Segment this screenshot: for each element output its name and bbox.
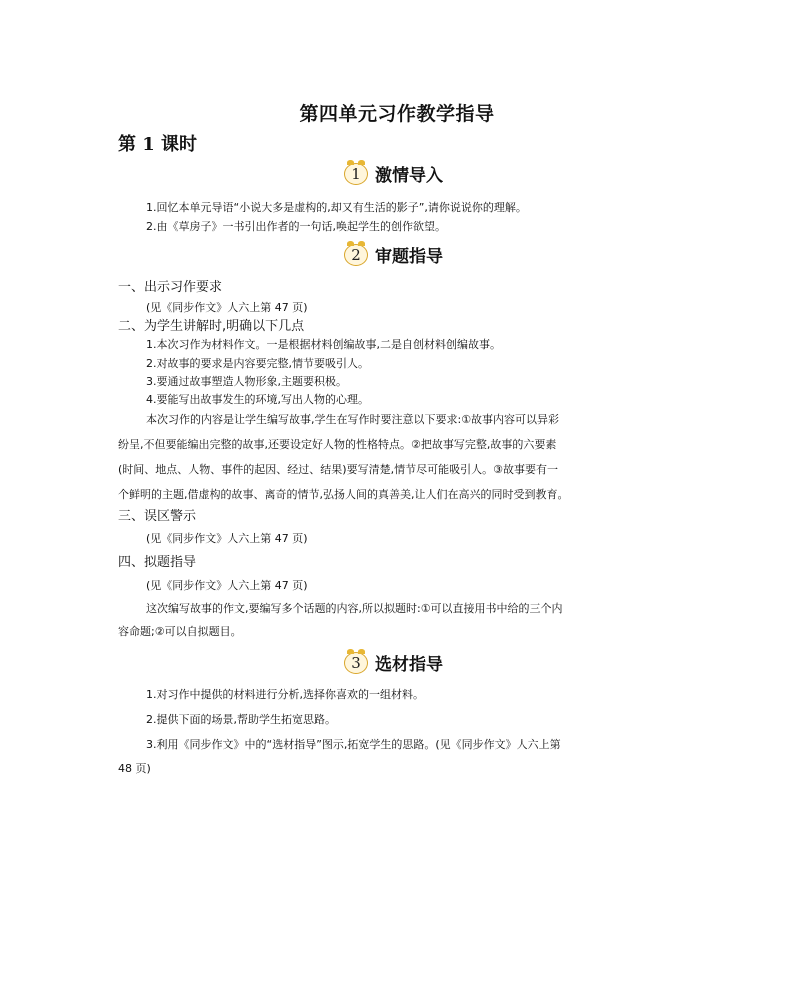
section-title: 选材指导 [375, 655, 443, 675]
section-badge-1 [344, 161, 443, 186]
number-badge-icon: 3 [344, 652, 368, 674]
section-title: 审题指导 [375, 247, 443, 267]
document-title: 第四单元习作教学指导 [299, 103, 495, 125]
material-item: 2.提供下面的场景,帮助学生拓宽思路。 [146, 713, 336, 726]
paragraph-line: 本次习作的内容是让学生编写故事,学生在写作时要注意以下要求:①故事内容可以异彩 [146, 413, 560, 426]
point-item: 4.要能写出故事发生的环境,写出人物的心理。 [146, 393, 369, 406]
number-badge-icon: 2 [344, 244, 368, 266]
paragraph-line: 个鲜明的主题,借虚构的故事、离奇的情节,弘扬人间的真善美,让人们在高兴的同时受到教育。 [118, 488, 569, 501]
paragraph-line: 纷呈,不但要能编出完整的故事,还要设定好人物的性格特点。②把故事写完整,故事的六要素 [118, 438, 557, 451]
subheading: 二、为学生讲解时,明确以下几点 [118, 319, 305, 334]
paragraph-line: 容命题;②可以自拟题目。 [118, 625, 242, 638]
point-item: 2.对故事的要求是内容要完整,情节要吸引人。 [146, 357, 369, 370]
reference-note: (见《同步作文》人六上第 47 页) [146, 532, 308, 545]
paragraph-line: 这次编写故事的作文,要编写多个话题的内容,所以拟题时:①可以直接用书中给的三个内 [146, 602, 563, 615]
subheading: 三、误区警示 [118, 509, 197, 524]
point-item: 3.要通过故事塑造人物形象,主题要积极。 [146, 375, 347, 388]
material-item: 1.对习作中提供的材料进行分析,选择你喜欢的一组材料。 [146, 688, 424, 701]
lesson-heading: 第 1 课时 [118, 134, 198, 155]
subheading: 四、拟题指导 [118, 555, 197, 570]
point-item: 1.本次习作为材料作文。一是根据材料创编故事,二是自创材料创编故事。 [146, 338, 501, 351]
number-badge-icon: 1 [344, 163, 368, 185]
subheading: 一、出示习作要求 [118, 280, 223, 295]
intro-item: 2.由《草房子》一书引出作者的一句话,唤起学生的创作欲望。 [146, 220, 446, 233]
reference-note: (见《同步作文》人六上第 47 页) [146, 301, 308, 314]
section-title: 激情导入 [375, 166, 443, 186]
intro-item: 1.回忆本单元导语“小说大多是虚构的,却又有生活的影子”,请你说说你的理解。 [146, 201, 527, 214]
reference-note: (见《同步作文》人六上第 47 页) [146, 579, 308, 592]
material-item: 3.利用《同步作文》中的“选材指导”图示,拓宽学生的思路。(见《同步作文》人六上第 [146, 738, 561, 751]
material-item: 48 页) [118, 762, 151, 775]
section-badge-2 [344, 242, 443, 267]
section-badge-3 [344, 650, 443, 675]
paragraph-line: (时间、地点、人物、事件的起因、经过、结果)要写清楚,情节尽可能吸引人。③故事要有一 [118, 463, 558, 476]
